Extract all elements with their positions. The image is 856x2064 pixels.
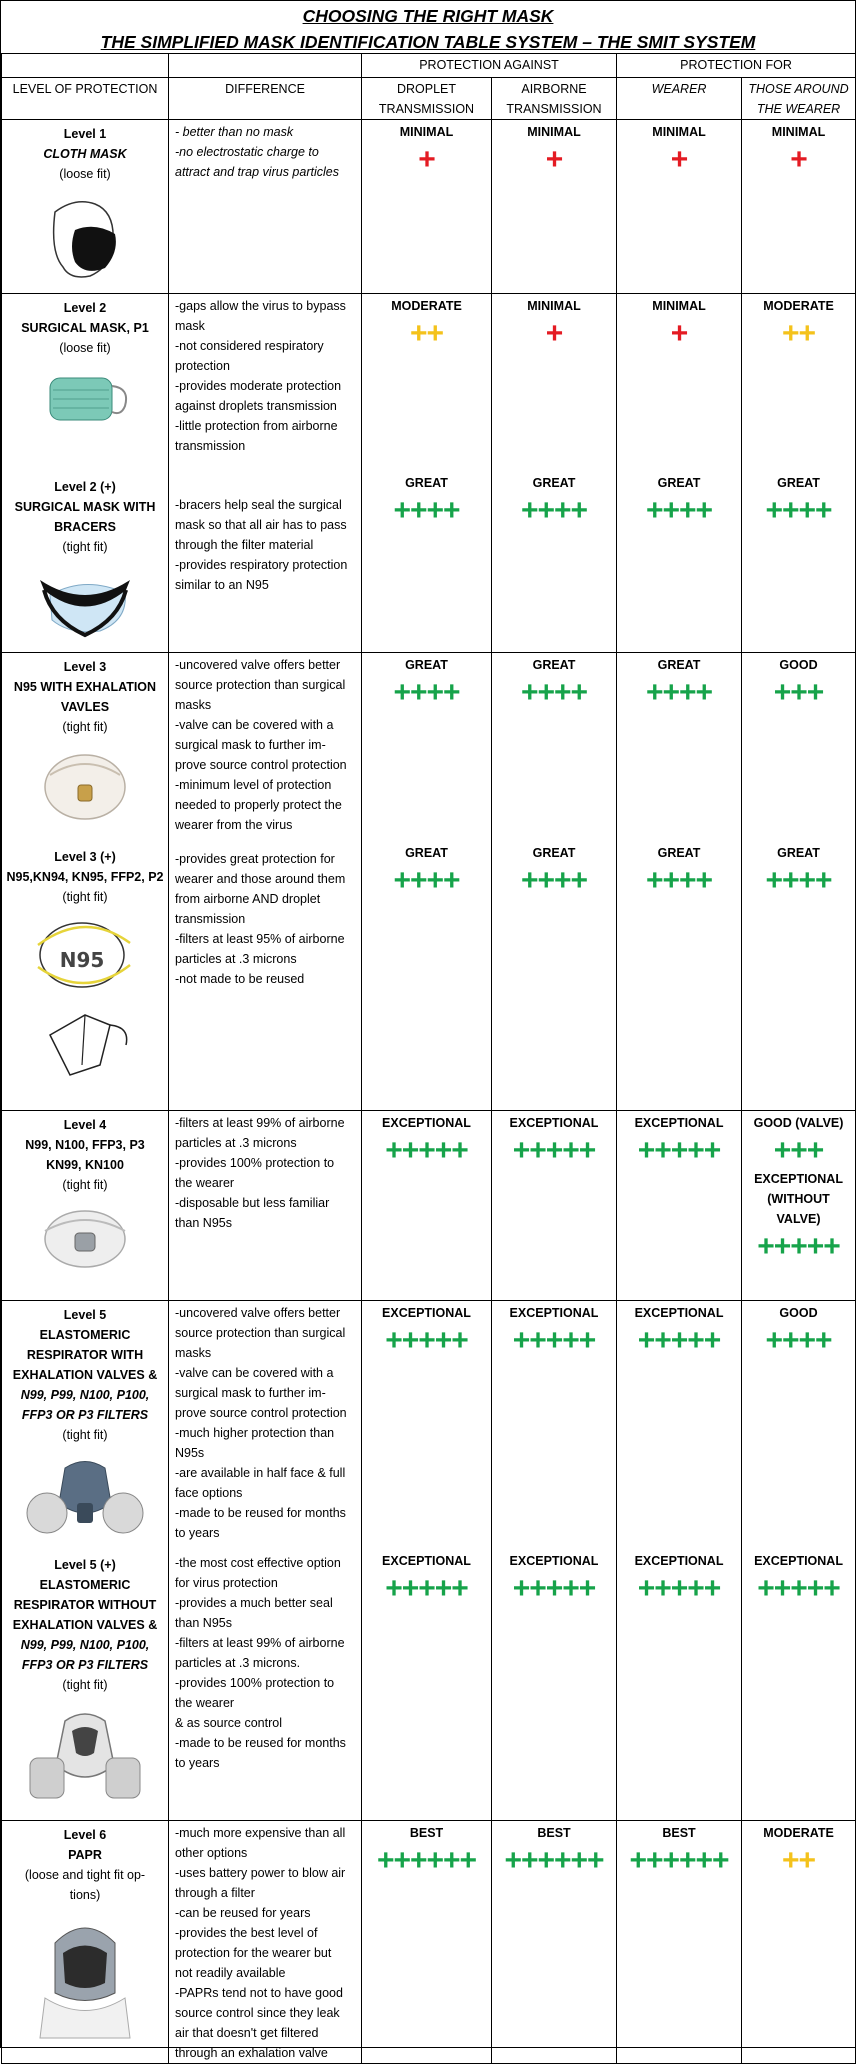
elastomeric-no-valve-icon (2, 1703, 168, 1819)
difference-line: mask so that all air has to pass (175, 517, 347, 532)
svg-text:N95: N95 (59, 947, 105, 972)
rating-label: MINIMAL (652, 125, 706, 139)
plus-rating: ++++ (645, 863, 713, 897)
mask-name: BRACERS (54, 519, 116, 534)
fit-type: (loose fit) (59, 341, 111, 355)
mask-name: N99, N100, FFP3, P3 (25, 1138, 145, 1152)
fit-type: (tight fit) (62, 1178, 108, 1192)
difference-line: -minimum level of protection (175, 778, 332, 792)
difference-line: prove source control protection (175, 758, 347, 772)
difference-line: transmission (175, 911, 246, 926)
papr-hood-icon (2, 1913, 168, 2049)
difference-line: similar to an N95 (175, 577, 269, 592)
rating-label: GOOD (779, 658, 818, 672)
rating-label: MODERATE (763, 299, 834, 313)
header-those-around: THOSE AROUND THE WEARER (742, 78, 856, 120)
plus-rating: +++++ (637, 1134, 721, 1167)
difference-line: - better than no mask (175, 125, 294, 139)
header-blank (169, 54, 362, 78)
plus-rating: ++++++ (504, 1844, 604, 1877)
plus-rating: +++++ (512, 1134, 596, 1167)
difference-line: through the filter material (175, 537, 314, 552)
mask-name: ELASTOMERIC (39, 1328, 131, 1342)
cloth-mask-icon (2, 192, 168, 288)
table-row (2, 843, 856, 1111)
plus-rating: +++++ (757, 1230, 840, 1263)
difference-line: surgical mask to further im- (175, 738, 326, 752)
rating-cell (492, 473, 617, 653)
difference-line: through an exhalation valve (175, 2046, 328, 2060)
difference-line: -disposable but less familiar (175, 1196, 330, 1210)
difference-line: -uses battery power to blow air (175, 1866, 346, 1880)
difference-line: protection (175, 359, 230, 373)
mask-name: N99, P99, N100, P100, (20, 1637, 150, 1652)
level-cell (2, 294, 169, 473)
rating-label: EXCEPTIONAL (382, 1306, 471, 1320)
rating-label: EXCEPTIONAL (509, 1116, 599, 1130)
mask-name: SURGICAL MASK, P1 (21, 321, 149, 335)
fit-type: (loose fit) (59, 167, 111, 181)
rating-cell (617, 653, 742, 843)
plus-rating: +++++ (757, 1571, 840, 1605)
level-cell (2, 653, 169, 843)
difference-line: N95s (175, 1446, 205, 1460)
difference-line: -provides moderate protection (175, 379, 342, 393)
rating-cell (492, 1301, 617, 1551)
n95-valve-icon (2, 745, 168, 831)
rating-label: GREAT (532, 475, 576, 490)
difference-line: -uncovered valve offers better (175, 658, 341, 672)
rating-cell (362, 473, 492, 653)
difference-line: against droplets transmission (175, 399, 337, 413)
difference-line: -gaps allow the virus to bypass (175, 299, 346, 313)
mask-name: EXHALATION VALVES & (12, 1368, 158, 1382)
difference-line: other options (175, 1846, 248, 1860)
n99-mask-icon (2, 1203, 168, 1279)
rating-cell (362, 120, 492, 294)
mask-name: N95 WITH EXHALATION (13, 680, 157, 694)
fit-type: tions) (69, 1888, 101, 1902)
header-level: LEVEL OF PROTECTION (2, 78, 169, 120)
rating-cell (492, 120, 617, 294)
difference-line: through a filter (175, 1886, 255, 1900)
rating-cell (742, 120, 856, 294)
page-subtitle: THE SIMPLIFIED MASK IDENTIFICATION TABLE SYSTEM – THE SMIT SYSTEM (100, 32, 756, 52)
mask-name: N99, P99, N100, P100, (20, 1388, 150, 1402)
plus-rating: ++++ (765, 1324, 832, 1357)
rating-label: MINIMAL (527, 299, 581, 313)
level-number: Level 6 (63, 1828, 107, 1842)
fit-type: (tight fit) (62, 720, 108, 734)
difference-line: -provides great protection for (175, 851, 335, 866)
difference-cell (169, 843, 362, 1111)
rating-cell (617, 120, 742, 294)
difference-line: prove source control protection (175, 1406, 347, 1420)
mask-name: ELASTOMERIC (39, 1577, 131, 1592)
rating-label: GOOD (779, 1306, 818, 1320)
level-cell (2, 1551, 169, 1821)
difference-line: -provides 100% protection to (175, 1675, 335, 1690)
rating-label: BEST (662, 1826, 696, 1840)
difference-cell (169, 473, 362, 653)
rating-label: (WITHOUT (767, 1192, 830, 1206)
fit-type: (tight fit) (62, 1677, 108, 1692)
difference-line: to years (175, 1526, 220, 1540)
plus-rating: +++++ (637, 1324, 721, 1357)
plus-rating: + (418, 143, 435, 176)
rating-cell (362, 1111, 492, 1301)
surgical-mask-bracer-icon (2, 565, 168, 651)
difference-line: masks (175, 698, 212, 712)
header-difference: DIFFERENCE (169, 78, 362, 120)
level-number: Level 3 (+) (54, 849, 116, 864)
rating-label: MINIMAL (771, 125, 826, 139)
rating-cell (492, 1821, 617, 2064)
mask-name: CLOTH MASK (43, 147, 127, 161)
table-row (2, 294, 856, 473)
difference-line: -uncovered valve offers better (175, 1306, 341, 1320)
rating-cell (742, 294, 856, 473)
rating-label: GREAT (405, 845, 448, 860)
plus-rating: + (790, 143, 807, 176)
header-protection-for: PROTECTION FOR (617, 54, 856, 78)
difference-line: particles at .3 microns (175, 951, 297, 966)
rating-cell (362, 843, 492, 1111)
rating-cell (617, 1821, 742, 2064)
rating-label: EXCEPTIONAL (754, 1553, 843, 1568)
difference-line: -not made to be reused (175, 971, 305, 986)
rating-label: EXCEPTIONAL (509, 1553, 599, 1568)
rating-label: GREAT (532, 658, 576, 672)
difference-line: surgical mask to further im- (175, 1386, 326, 1400)
difference-cell (169, 1111, 362, 1301)
difference-line: wearer and those around them (175, 871, 346, 886)
rating-label: EXCEPTIONAL (382, 1553, 471, 1568)
difference-cell (169, 120, 362, 294)
rating-cell (617, 1301, 742, 1551)
plus-rating: ++++ (520, 493, 588, 527)
rating-label: EXCEPTIONAL (509, 1306, 599, 1320)
rating-cell (617, 1111, 742, 1301)
fit-type: (tight fit) (62, 539, 108, 554)
level-cell (2, 843, 169, 1111)
difference-line: -valve can be covered with a (175, 718, 334, 732)
rating-label: GREAT (657, 658, 701, 672)
rating-label: EXCEPTIONAL (754, 1172, 843, 1186)
difference-line: than N95s (175, 1615, 232, 1630)
level-number: Level 3 (63, 660, 107, 674)
mask-name: SURGICAL MASK WITH (14, 499, 156, 514)
difference-line: -no electrostatic charge to (175, 145, 319, 159)
mask-name: PAPR (68, 1848, 102, 1862)
rating-label: GREAT (657, 845, 701, 860)
level-number: Level 5 (+) (54, 1557, 116, 1572)
difference-line: than N95s (175, 1216, 232, 1230)
rating-cell (742, 1111, 856, 1301)
plus-rating: +++ (773, 676, 824, 709)
header-blank (2, 54, 169, 78)
rating-cell (742, 1821, 856, 2064)
mask-name: KN99, KN100 (46, 1158, 124, 1172)
rating-label: MODERATE (391, 299, 462, 313)
fit-type: (tight fit) (62, 889, 108, 904)
difference-line: for virus protection (175, 1575, 278, 1590)
difference-line: -are available in half face & full (175, 1466, 346, 1480)
rating-label: BEST (537, 1826, 571, 1840)
difference-line: -provides the best level of (175, 1926, 318, 1940)
difference-line: particles at .3 microns (175, 1136, 297, 1150)
header-row (2, 78, 856, 120)
header-airborne: AIRBORNE TRANSMISSION (492, 78, 617, 120)
rating-cell (362, 1551, 492, 1821)
rating-cell (617, 843, 742, 1111)
rating-label: GREAT (405, 475, 448, 490)
difference-line: & as source control (175, 1715, 282, 1730)
rating-cell (617, 473, 742, 653)
rating-cell (742, 843, 856, 1111)
plus-rating: ++++ (393, 493, 460, 527)
rating-label: GOOD (VALVE) (753, 1116, 844, 1130)
table-row (2, 653, 856, 843)
mask-name: N95,KN94, KN95, FFP2, P2 (6, 869, 164, 884)
difference-line: -the most cost effective option (175, 1555, 341, 1570)
mask-name: RESPIRATOR WITHOUT (13, 1597, 157, 1612)
table-row (2, 120, 856, 294)
rating-label: GREAT (532, 845, 576, 860)
difference-line: -filters at least 99% of airborne (175, 1635, 345, 1650)
difference-line: not readily available (175, 1966, 286, 1980)
plus-rating: ++++ (765, 863, 832, 897)
plus-rating: ++ (781, 1844, 816, 1877)
level-number: Level 5 (63, 1308, 107, 1322)
plus-rating: +++++ (385, 1134, 468, 1167)
fit-type: (tight fit) (62, 1428, 108, 1442)
rating-cell (362, 1821, 492, 2064)
plus-rating: ++++++ (629, 1844, 729, 1877)
table-row (2, 1821, 856, 2064)
difference-line: -not considered respiratory (175, 339, 324, 353)
level-cell (2, 1821, 169, 2064)
rating-label: MINIMAL (527, 125, 581, 139)
difference-cell (169, 1821, 362, 2064)
plus-rating: + (670, 143, 688, 176)
rating-cell (617, 1551, 742, 1821)
rating-cell (742, 473, 856, 653)
difference-line: -much higher protection than (175, 1426, 335, 1440)
header-droplet: DROPLET TRANSMISSION (362, 78, 492, 120)
difference-line: particles at .3 microns. (175, 1655, 301, 1670)
difference-cell (169, 294, 362, 473)
plus-rating: + (545, 317, 563, 350)
level-number: Level 2 (+) (54, 479, 116, 494)
rating-cell (742, 1301, 856, 1551)
difference-line: from airborne AND droplet (175, 891, 321, 906)
difference-line: -bracers help seal the surgical (175, 497, 342, 512)
plus-rating: + (545, 143, 563, 176)
difference-line: -can be reused for years (175, 1906, 311, 1920)
rating-cell (742, 1551, 856, 1821)
plus-rating: + (670, 317, 688, 350)
plus-rating: ++++ (393, 863, 460, 897)
mask-name: VAVLES (60, 700, 110, 714)
plus-rating: ++ (409, 317, 444, 350)
plus-rating: ++++ (765, 493, 832, 527)
difference-line: protection for the wearer but (175, 1946, 332, 1960)
rating-label: VALVE) (776, 1212, 821, 1226)
plus-rating: +++++ (385, 1571, 468, 1605)
table-row (2, 1111, 856, 1301)
rating-cell (362, 653, 492, 843)
difference-line: -filters at least 95% of airborne (175, 931, 345, 946)
difference-line: -PAPRs tend not to have good (175, 1986, 343, 2000)
plus-rating: +++ (773, 1134, 824, 1167)
difference-line: source protection than surgical (175, 678, 346, 692)
table-row (2, 473, 856, 653)
rating-label: EXCEPTIONAL (634, 1306, 724, 1320)
elastomeric-respirator-icon (2, 1453, 168, 1549)
difference-line: to years (175, 1755, 220, 1770)
plus-rating: ++ (781, 317, 816, 350)
difference-line: -valve can be covered with a (175, 1366, 334, 1380)
plus-rating: ++++ (393, 676, 460, 709)
difference-line: -much more expensive than all (175, 1826, 346, 1840)
plus-rating: ++++ (645, 676, 713, 709)
header-wearer: WEARER (617, 78, 742, 120)
difference-line: masks (175, 1346, 212, 1360)
mask-table (1, 53, 856, 2064)
difference-line: -filters at least 99% of airborne (175, 1116, 345, 1130)
rating-label: BEST (409, 1826, 444, 1840)
rating-cell (492, 1111, 617, 1301)
rating-label: GREAT (657, 475, 701, 490)
surgical-mask-icon (2, 366, 168, 442)
rating-cell (742, 653, 856, 843)
rating-cell (617, 294, 742, 473)
mask-name: FFP3 OR P3 FILTERS (21, 1657, 149, 1672)
difference-line: source control since they leak (175, 2006, 340, 2020)
plus-rating: ++++++ (376, 1844, 477, 1877)
rating-label: MINIMAL (399, 125, 454, 139)
difference-line: -provides respiratory protection (175, 557, 348, 572)
plus-rating: ++++ (520, 676, 588, 709)
level-number: Level 4 (63, 1118, 107, 1132)
rating-label: MINIMAL (652, 299, 706, 313)
difference-cell (169, 1301, 362, 1551)
rating-cell (492, 653, 617, 843)
rating-label: GREAT (777, 475, 820, 490)
rating-cell (492, 843, 617, 1111)
rating-label: EXCEPTIONAL (382, 1116, 471, 1130)
difference-line: -little protection from airborne (175, 419, 338, 433)
mask-name: EXHALATION VALVES & (12, 1617, 158, 1632)
difference-cell (169, 653, 362, 843)
rating-label: GREAT (405, 658, 448, 672)
rating-cell (362, 294, 492, 473)
header-protection-against: PROTECTION AGAINST (362, 54, 617, 78)
table-row (2, 1551, 856, 1821)
plus-rating: +++++ (512, 1324, 596, 1357)
level-cell (2, 1301, 169, 1551)
plus-rating: +++++ (385, 1324, 468, 1357)
difference-line: source protection than surgical (175, 1326, 346, 1340)
rating-cell (362, 1301, 492, 1551)
difference-line: -provides a much better seal (175, 1595, 333, 1610)
rating-cell (492, 294, 617, 473)
difference-cell (169, 1551, 362, 1821)
n95-mask-icon (2, 915, 168, 1091)
difference-line: mask (175, 319, 205, 333)
level-cell (2, 473, 169, 653)
difference-line: attract and trap virus particles (175, 165, 339, 179)
plus-rating: ++++ (645, 493, 713, 527)
rating-label: MODERATE (763, 1826, 834, 1840)
plus-rating: +++++ (637, 1571, 721, 1605)
difference-line: wearer from the virus (175, 818, 293, 832)
fit-type: (loose and tight fit op- (24, 1868, 146, 1882)
difference-line: air that doesn't get filtered (175, 2026, 319, 2040)
rating-label: EXCEPTIONAL (634, 1116, 724, 1130)
mask-name: FFP3 OR P3 FILTERS (21, 1408, 149, 1422)
difference-line: face options (175, 1486, 243, 1500)
difference-line: -provides 100% protection to (175, 1156, 335, 1170)
difference-line: -made to be reused for months (175, 1735, 346, 1750)
level-number: Level 1 (63, 127, 107, 141)
plus-rating: +++++ (512, 1571, 596, 1605)
difference-line: needed to properly protect the (175, 798, 342, 812)
header-group-row (2, 54, 856, 78)
difference-line: transmission (175, 439, 246, 453)
difference-line: the wearer (175, 1176, 235, 1190)
level-number: Level 2 (63, 301, 107, 315)
difference-line: -made to be reused for months (175, 1506, 346, 1520)
mask-name: RESPIRATOR WITH (26, 1348, 144, 1362)
table-row (2, 1301, 856, 1551)
page-title: CHOOSING THE RIGHT MASK (302, 6, 554, 26)
plus-rating: ++++ (520, 863, 588, 897)
level-cell (2, 120, 169, 294)
rating-label: EXCEPTIONAL (634, 1553, 724, 1568)
rating-cell (492, 1551, 617, 1821)
level-cell (2, 1111, 169, 1301)
rating-label: GREAT (777, 845, 820, 860)
difference-line: the wearer (175, 1695, 235, 1710)
